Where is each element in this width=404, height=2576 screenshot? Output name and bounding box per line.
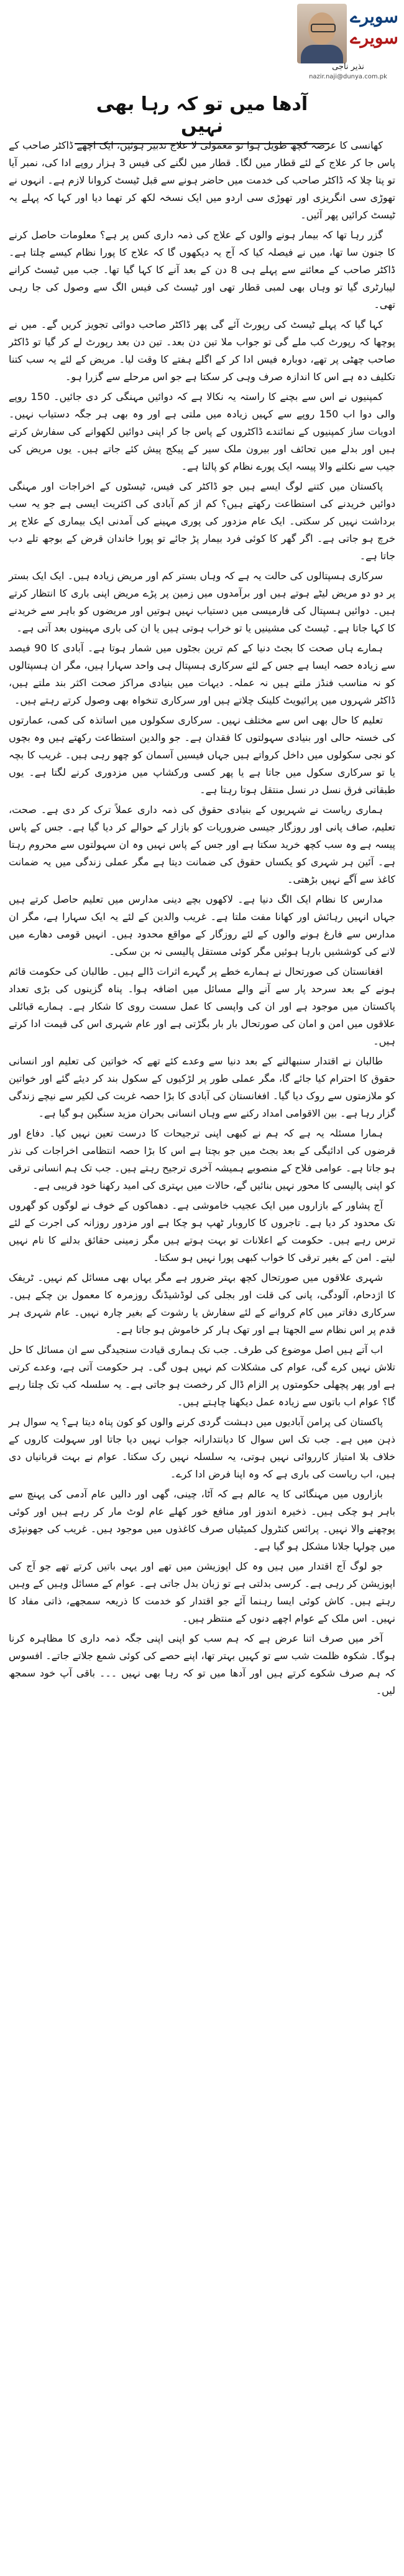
article-paragraph: کمپنیوں نے اس سے بچنے کا راستہ یہ نکالا ہے کہ دوائیں مہنگی کر دی جائیں۔ 150 روپے والی دوا اب 150 روپے سے کہیں زیادہ میں ملتی ہے اور وہ بھی ہر جگہ دستیاب نہیں۔ ادویات ساز کمپنیوں کے نمائندے ڈاکٹروں کے پاس جا کر اپنی دوائیں لکھوانے کی سفارش کرتے ہیں اور بدلے میں تحائف اور بیرون ملک سیر کے پیکج پیش کئے جاتے ہیں۔ یوں مریض کی جیب سے نکلنے والا پیسہ ایک پورے نظام کو پالتا ہے۔ xyxy=(9,391,395,472)
author-email[interactable]: nazir.naji@dunya.com.pk xyxy=(309,73,387,80)
article-paragraph: طالبان نے اقتدار سنبھالنے کے بعد دنیا سے وعدے کئے تھے کہ خواتین کی تعلیم اور انسانی حقوق کا احترام کیا جائے گا، مگر عملی طور پر لڑکیوں کے سکول بند کر دیئے گئے اور خواتین کو ملازمتوں سے روک دیا گیا۔ افغانستان کی آبادی کا بڑا حصہ غربت کی لکیر سے نیچے زندگی گزار رہا ہے۔ بین الاقوامی امداد رکنے سے وہاں انسانی بحران مزید سنگین ہو گیا ہے۔ xyxy=(9,1055,395,1119)
article-paragraph: شہری علاقوں میں صورتحال کچھ بہتر ضرور ہے مگر یہاں بھی مسائل کم نہیں۔ ٹریفک کا اژدحام، آلودگی، پانی کی قلت اور بجلی کی لوڈشیڈنگ روزمرہ کا معمول بن چکے ہیں۔ سرکاری دفاتر میں کام کروانے کے لئے سفارش یا رشوت کے بغیر چارہ نہیں۔ عام شہری ہر قدم پر اس نظام سے الجھتا ہے اور تھک ہار کر خاموش ہو جاتا ہے۔ xyxy=(9,1272,395,1336)
article-paragraph: کہا گیا کہ پہلے ٹیسٹ کی رپورٹ آئے گی پھر ڈاکٹر صاحب دوائی تجویز کریں گے۔ میں نے پوچھا کہ رپورٹ کب ملے گی تو جواب ملا تین دن بعد۔ تین دن بعد رپورٹ لے کر گیا تو ڈاکٹر صاحب چھٹی پر تھے، دوبارہ فیس ادا کر کے اگلے ہفتے کا وقت لیا۔ مریض کے لئے یہ سب کتنا تکلیف دہ ہے اس کا اندازہ صرف وہی کر سکتا ہے جو اس مرحلے سے گزرا ہو۔ xyxy=(9,319,395,383)
author-photo xyxy=(297,4,347,63)
article-paragraph: آج پشاور کے بازاروں میں ایک عجیب خاموشی ہے۔ دھماکوں کے خوف نے لوگوں کو گھروں تک محدود کر دیا ہے۔ تاجروں کا کاروبار ٹھپ ہو چکا ہے اور مزدور روزانہ کی اجرت کے لئے ترس رہے ہیں۔ حکومت کے اعلانات تو بہت ہوتے ہیں مگر زمینی حقائق بدلنے کا نام نہیں لیتے۔ امن کے بغیر ترقی کا خواب کبھی پورا نہیں ہو سکتا۔ xyxy=(9,1199,395,1263)
article-paragraph: ہماری ریاست نے شہریوں کے بنیادی حقوق کی ذمہ داری عملاً ترک کر دی ہے۔ صحت، تعلیم، صاف پانی اور روزگار جیسی ضروریات کو بازار کے حوالے کر دیا گیا ہے۔ جس کے پاس پیسہ ہے وہ سب کچھ خرید سکتا ہے اور جس کے پاس نہیں وہ ان سہولتوں سے محروم رہتا ہے۔ آئین ہر شہری کو یکساں حقوق کی ضمانت دیتا ہے مگر عملی زندگی میں یہ ضمانت کاغذ سے آگے نہیں بڑھتی۔ xyxy=(9,804,395,885)
article-paragraph: ہمارے ہاں صحت کا بجٹ دنیا کے کم ترین بجٹوں میں شمار ہوتا ہے۔ آبادی کا 90 فیصد سے زیادہ حصہ ایسا ہے جس کے لئے سرکاری ہسپتال ہی واحد سہارا ہیں، مگر ان ہسپتالوں کو نہ مناسب فنڈز ملتے ہیں نہ عملہ۔ دیہات میں بنیادی مراکز صحت اکثر بند ملتے ہیں، ڈاکٹر شہروں میں پرائیویٹ کلینک چلاتے ہیں اور سرکاری تنخواہ بھی وصول کرتے رہتے ہیں۔ xyxy=(9,642,395,706)
article-paragraph: اب آتے ہیں اصل موضوع کی طرف۔ جب تک ہماری قیادت سنجیدگی سے ان مسائل کا حل تلاش نہیں کرے گی، عوام کی مشکلات کم نہیں ہوں گی۔ ہر حکومت آتی ہے، وعدے کرتی ہے اور پھر پچھلی حکومتوں پر الزام ڈال کر رخصت ہو جاتی ہے۔ یہ سلسلہ کب تک چلتا رہے گا؟ عوام اب باتوں سے زیادہ عمل دیکھنا چاہتے ہیں۔ xyxy=(9,1344,395,1408)
column-logo xyxy=(349,6,399,49)
article-paragraph: بازاروں میں مہنگائی کا یہ عالم ہے کہ آٹا، چینی، گھی اور دالیں عام آدمی کی پہنچ سے باہر ہو چکی ہیں۔ ذخیرہ اندوز اور منافع خور کھلے عام لوٹ مار کر رہے ہیں اور کوئی پوچھنے والا نہیں۔ پرائس کنٹرول کمیٹیاں صرف کاغذوں میں موجود ہیں۔ غریب کی جھونپڑی میں چولہا جلانا مشکل ہو گیا ہے۔ xyxy=(9,1488,395,1552)
article-paragraph: آخر میں صرف اتنا عرض ہے کہ ہم سب کو اپنی اپنی جگہ ذمہ داری کا مظاہرہ کرنا ہوگا۔ شکوہ ظلمت شب سے تو کہیں بہتر تھا، اپنے حصے کی کوئی شمع جلاتے جاتے۔ افسوس کہ ہم صرف شکوے کرتے ہیں اور آدھا میں تو کہ رہا بھی نہیں ۔۔۔ باقی آپ خود سمجھ لیں۔ xyxy=(9,1632,396,1696)
column-header xyxy=(0,0,404,87)
article-paragraph: پاکستان کی پرامن آبادیوں میں دہشت گردی کرنے والوں کو کون پناہ دیتا ہے؟ یہ سوال ہر ذہن میں ہے۔ جب تک اس سوال کا دیانتدارانہ جواب نہیں دیا جاتا اور سہولت کاروں کے خلاف بلا امتیاز کارروائی نہیں ہوتی، یہ سلسلہ نہیں رک سکتا۔ عوام نے بہت قربانیاں دی ہیں، اب ریاست کی باری ہے کہ وہ اپنا فرض ادا کرے۔ xyxy=(9,1416,395,1480)
column-name-line2: سویرے xyxy=(350,27,398,48)
article-paragraph: کھانسی کا عرصہ کچھ طویل ہوا تو معمولی لا علاج تدبیر ہوئیں، ایک اچھے ڈاکٹر صاحب کے پاس جا کر علاج کے لئے قطار میں لگا۔ قطار میں لگنے کی فیس 3 ہزار روپے ادا کی، نمبر آیا تو پتا چلا کہ ڈاکٹر صاحب کی خدمت میں حاضر ہونے سے قبل ٹیسٹ کروانا لازم ہے۔ انہوں نے تھوڑی سی انگریزی اور تھوڑی سی اردو میں ایک نسخہ لکھ کر تھما دیا اور کہا کہ پہلے یہ ٹیسٹ کرائیں پھر آئیں۔ xyxy=(9,139,396,221)
author-shirt xyxy=(301,45,343,63)
article-paragraph: تعلیم کا حال بھی اس سے مختلف نہیں۔ سرکاری سکولوں میں اساتذہ کی کمی، عمارتوں کی خستہ حالی اور بنیادی سہولتوں کا فقدان ہے۔ جو والدین استطاعت رکھتے ہیں وہ بچوں کو نجی سکولوں میں داخل کرواتے ہیں جہاں فیسیں آسمان کو چھو رہی ہیں۔ غریب کا بچہ یا تو سرکاری سکول میں جاتا ہے یا پھر کسی ورکشاپ میں مزدوری کرنے لگتا ہے۔ یوں طبقاتی فرق نسل در نسل منتقل ہوتا رہتا ہے۔ xyxy=(9,714,395,796)
article-headline: آدھا میں تو کہ رہا بھی نہیں xyxy=(75,93,329,144)
article-body xyxy=(9,137,395,1702)
article-paragraph: مدارس کا نظام ایک الگ دنیا ہے۔ لاکھوں بچے دینی مدارس میں تعلیم حاصل کرتے ہیں جہاں انہیں رہائش اور کھانا مفت ملتا ہے۔ غریب والدین کے لئے یہ ایک سہارا ہے، مگر ان مدارس سے فارغ ہونے والوں کے لئے روزگار کے مواقع محدود ہیں۔ انہیں قومی دھارے میں لانے کی کوششیں بارہا ہوئیں مگر کوئی مستقل پالیسی نہ بن سکی۔ xyxy=(9,893,395,957)
article-paragraph: افغانستان کی صورتحال نے ہمارے خطے پر گہرے اثرات ڈالے ہیں۔ طالبان کی حکومت قائم ہونے کے بعد سرحد پار سے آنے والے مسائل میں اضافہ ہوا۔ پناہ گزینوں کی بڑی تعداد پاکستان میں موجود ہے اور ان کی واپسی کا عمل سست روی کا شکار ہے۔ ہمارے قبائلی علاقوں میں امن و امان کی صورتحال بار بار بگڑتی ہے اور عام شہری اس کی قیمت ادا کرتے ہیں۔ xyxy=(9,965,395,1047)
article-paragraph: سرکاری ہسپتالوں کی حالت یہ ہے کہ وہاں بستر کم اور مریض زیادہ ہیں۔ ایک ایک بستر پر دو دو مریض لیٹے ہوتے ہیں اور برآمدوں میں زمین پر پڑے مریض اپنی باری کا انتظار کرتے ہیں۔ دوائیں ہسپتال کی فارمیسی میں دستیاب نہیں ہوتیں اور مریضوں کو باہر سے خریدنے کا کہا جاتا ہے۔ ٹیسٹ کی مشینیں یا تو خراب ہوتی ہیں یا ان کی باری مہینوں بعد آتی ہے۔ xyxy=(9,570,395,634)
article-paragraph: پاکستان میں کتنے لوگ ایسے ہیں جو ڈاکٹر کی فیس، ٹیسٹوں کے اخراجات اور مہنگی دوائیں خریدنے کی استطاعت رکھتے ہیں؟ کم از کم آبادی کی اکثریت ایسی ہے جو یہ سب برداشت نہیں کر سکتی۔ ایک عام مزدور کی پوری مہینے کی آمدنی ایک بیماری کے علاج پر خرچ ہو جاتی ہے۔ اگر گھر کا کوئی فرد بیمار پڑ جائے تو پورا خاندان قرض کے بوجھ تلے دب جاتا ہے۔ xyxy=(9,480,395,562)
author-name: نذیر ناجی xyxy=(332,62,364,72)
author-glasses xyxy=(311,24,336,32)
article-paragraph: ہمارا مسئلہ یہ ہے کہ ہم نے کبھی اپنی ترجیحات کا درست تعین نہیں کیا۔ دفاع اور قرضوں کی ادائیگی کے بعد بجٹ میں جو بچتا ہے اس کا بڑا حصہ انتظامی اخراجات کی نذر ہو جاتا ہے۔ عوامی فلاح کے منصوبے ہمیشہ آخری ترجیح رہتے ہیں۔ جب تک ہم انسانی ترقی کو اپنی پالیسی کا محور نہیں بنائیں گے، حالات میں بہتری کی امید رکھنا خود فریبی ہے۔ xyxy=(9,1127,395,1191)
article-paragraph: گزر رہا تھا کہ بیمار ہونے والوں کے علاج کی ذمہ داری کس پر ہے؟ معلومات حاصل کرنے کا جنون سا تھا، میں نے فیصلہ کیا کہ آج یہ دیکھوں گا کہ علاج کا پورا نظام کیسے چلتا ہے۔ ڈاکٹر صاحب کے معائنے سے پہلے ہی 8 دن کے بعد آنے کا کہا گیا تھا۔ جب میں ٹیسٹ کرانے لیبارٹری گیا تو وہاں بھی لمبی قطار تھی اور ٹیسٹ کی فیس الگ سے وصول کی جا رہی تھی۔ xyxy=(9,229,396,310)
article-paragraph: جو لوگ آج اقتدار میں ہیں وہ کل اپوزیشن میں تھے اور یہی باتیں کرتے تھے جو آج کی اپوزیشن کر رہی ہے۔ کرسی بدلتی ہے تو زبان بدل جاتی ہے۔ عوام کے مسائل وہیں کے وہیں رہتے ہیں۔ کاش کوئی ایسا رہنما آئے جو اقتدار کو خدمت کا ذریعہ سمجھے، ذاتی مفاد کا نہیں۔ اس ملک کے عوام اچھے دنوں کے منتظر ہیں۔ xyxy=(9,1560,395,1624)
column-name-line1: سویرے xyxy=(350,6,398,27)
